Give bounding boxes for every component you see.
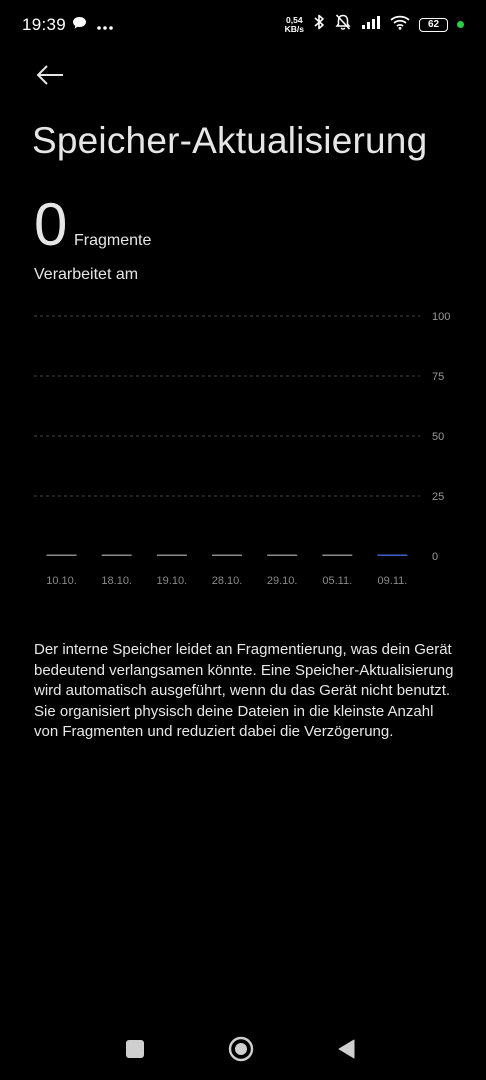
square-icon (124, 1038, 146, 1060)
status-left-icons (72, 16, 113, 35)
status-bar (0, 0, 486, 52)
home-button[interactable] (228, 1036, 254, 1062)
network-speed-value: 0,54 (286, 14, 303, 25)
page-title: Speicher-Aktualisierung (32, 120, 428, 161)
chart-bar[interactable] (102, 555, 132, 557)
y-tick-label: 25 (432, 491, 445, 503)
cellular-signal-icon (361, 15, 381, 34)
chat-bubble-icon (72, 16, 87, 35)
y-tick-label: 50 (432, 431, 445, 443)
status-right-icons (285, 13, 464, 36)
back-button[interactable] (32, 62, 68, 92)
x-tick-label: 29.10. (266, 575, 298, 587)
x-tick-label: 19.10. (156, 575, 188, 587)
status-time: 19:39 (22, 15, 67, 34)
description-text: Der interne Speicher leidet an Fragmentierung, was dein Gerät bedeutend verlangsamen könnte. Eine Speicher-Aktualisierung wird automatisch ausgeführt, wenn du das Gerät nicht benutzt. Sie organisiert physisch deine Dateien in die kleinste Anzahl von Fragmenten und reduziert dabei die Verzögerung. (34, 641, 454, 740)
chart-bar[interactable] (267, 555, 297, 557)
network-speed-unit: KB/s (284, 23, 304, 34)
processed-on-label: Verarbeitet am (34, 266, 139, 283)
chart-bar[interactable] (322, 555, 352, 557)
chart-bar[interactable] (377, 555, 407, 557)
chart-bar[interactable] (212, 555, 242, 557)
fragment-unit-label: Fragmente (74, 232, 152, 249)
charging-dot (457, 21, 464, 28)
arrow-left-icon (35, 64, 65, 91)
recents-button[interactable] (124, 1038, 146, 1060)
fragment-count: 0 (34, 191, 68, 258)
chart-bar[interactable] (157, 555, 187, 557)
system-back-button[interactable] (336, 1038, 358, 1060)
y-tick-label: 100 (432, 311, 451, 323)
circle-icon (228, 1036, 254, 1062)
fragment-history-chart (0, 300, 486, 600)
x-tick-label: 10.10. (46, 575, 77, 587)
battery-indicator: 62 (419, 18, 448, 32)
more-notifications-icon (97, 17, 113, 35)
x-tick-label: 09.11. (377, 575, 408, 587)
muted-bell-icon (334, 13, 352, 36)
network-speed (285, 16, 304, 34)
y-tick-label: 0 (432, 551, 439, 563)
system-navigation-bar (0, 1024, 486, 1074)
bluetooth-icon (313, 13, 325, 36)
chart-bar[interactable] (47, 555, 77, 557)
wifi-icon (390, 15, 410, 35)
triangle-icon (336, 1038, 358, 1060)
x-tick-label: 05.11. (322, 575, 353, 587)
y-tick-label: 75 (432, 371, 445, 383)
x-tick-label: 28.10. (211, 575, 243, 587)
x-tick-label: 18.10. (101, 575, 133, 587)
